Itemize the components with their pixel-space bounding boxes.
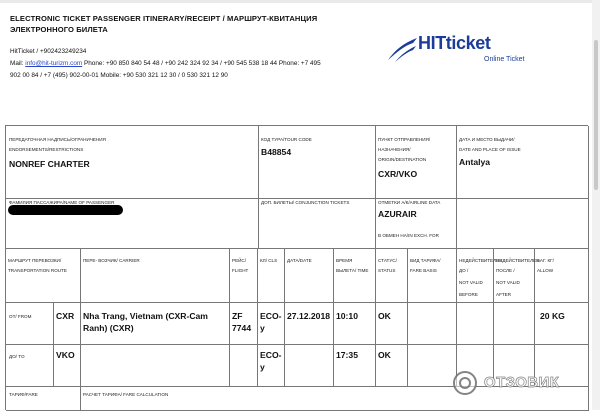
not-valid-before-header [457,249,503,303]
route-label-en: TRANSPORTATION ROUTE [8,268,67,273]
fare-basis-label-ru: ВИД ТАРИФА/ [410,258,441,263]
issue-cell [457,126,589,199]
issue-label-2: DATE AND PLACE OF ISSUE [459,147,521,152]
from-label-cell [6,303,54,345]
to-flight-cell [230,345,258,387]
status-label-en: STATUS [378,268,396,273]
from-nvb-cell [457,303,494,345]
baggage-label-en: ALLOW [537,268,554,273]
nva-label-1: НЕДЕЙСТВИТЕЛЕН [496,258,540,263]
top-border [0,0,600,3]
fare-basis-header [408,249,457,303]
from-nva-cell [494,303,535,345]
tour-code-cell [259,126,376,199]
nvb-label-4: BEFORE [459,292,478,297]
carrier-label: ПЕРЕ- ВОЗЧИК/ CARRIER [83,258,140,263]
company-line: HitTicket / +902423249234 [10,48,87,55]
time-label-en: ВЫЛЕТА/ TIME [336,268,369,273]
from-status: OK [378,311,391,321]
phone-line: Phone: +90 850 840 54 48 / +90 242 324 92 34 / +90 545 538 18 44 Phone: +7 495 [82,60,321,67]
contact-line-2: 902 00 84 / +7 (495) 902-00-01 Mobile: +90 530 321 12 30 / 0 530 321 12 90 [10,72,228,79]
to-time-cell [334,345,376,387]
to-date-cell [285,345,334,387]
tour-code-label: КОД ТУРА/TOUR CODE [261,137,312,142]
to-status: OK [378,350,391,360]
date-label: ДАТА/DATE [287,258,312,263]
flight-label-en: FLIGHT [232,268,249,273]
from-time: 10:10 [336,311,358,321]
passenger-label: ФАМИЛИЯ ПАССАЖИРА/NAME OF PASSENGER [9,200,115,205]
issue-value: Antalya [459,157,491,167]
fare-label: ТАРИФ/FARE [9,392,38,397]
from-date: 27.12.2018 [287,311,331,321]
carrier-header [81,249,230,303]
from-date-cell [285,303,334,345]
from-baggage-cell [535,303,589,345]
from-code-cell [54,303,81,345]
from-carrier-cell [81,303,230,345]
from-fare-cell [408,303,457,345]
contact-block [10,46,370,82]
nva-label-2: ПОСЛЕ / [496,268,515,273]
endorsements-cell [6,126,259,199]
nvb-label-1: НЕДЕЙСТВИТЕЛЕН [459,258,503,263]
baggage-header [535,249,589,303]
from-time-cell [334,303,376,345]
nva-label-3: NOT VALID [496,280,520,285]
issue-label-1: ДАТА И МЕСТО ВЫДАЧИ/ [459,137,515,142]
origin-destination-value: CXR/VKO [378,169,418,179]
from-label: ОТ/ FROM [9,314,32,319]
airline-label: ОТМЕТКИ А/К/AIRLINE DATA [378,200,441,205]
blank-cell [457,199,589,249]
time-header [334,249,376,303]
from-status-cell [376,303,408,345]
from-code: CXR [56,311,75,321]
date-header [285,249,334,303]
endorsements-label-en: ENDORSEMENTS/RESTRICTIONS [9,147,84,152]
nvb-label-3: NOT VALID [459,280,483,285]
document-title: ELECTRONIC TICKET PASSENGER ITINERARY/RECEIPT / МАРШРУТ-КВИТАНЦИЯ ЭЛЕКТРОННОГО БИЛЕТА [10,14,318,34]
to-label-cell [6,345,54,387]
to-class-line-2: y [260,362,265,372]
flight-header [230,249,258,303]
baggage-label-ru: БАГ. КГ/ [537,258,554,263]
from-class-line-2: y [260,323,265,333]
scrollbar-thumb[interactable] [594,40,598,190]
origin-label-1: ПУНКТ ОТПРАВЛЕНИЯ/ [378,137,431,142]
conjunction-cell [259,199,376,249]
origin-destination-cell [376,126,457,199]
logo-name: HITticket [418,33,491,53]
exchange-label: В ОБМЕН НА/IN EXCH. FOR [378,233,439,238]
to-status-cell [376,345,408,387]
airline-value: AZURAIR [378,209,417,219]
from-carrier-line-1: Nha Trang, Vietnam (CXR-Cam [83,311,208,321]
airline-data-cell [376,199,457,249]
class-label: КЛ/ CLS [260,258,278,263]
conjunction-label: ДОП. БИЛЕТЫ/ CONJUNCTION TICKETS [261,200,350,205]
tour-code-value: B48854 [261,147,292,157]
route-header [6,249,81,303]
fare-basis-label-en: FARE BASIS [410,268,437,273]
to-code: VKO [56,350,75,360]
redacted-passenger-name [8,205,123,215]
fare-cell [6,387,81,411]
to-code-cell [54,345,81,387]
flight-label-ru: РЕЙС/ [232,258,247,263]
logo-tagline: Online Ticket [484,56,525,63]
contact-line-1 [10,58,370,70]
status-header [376,249,408,303]
from-baggage: 20 KG [540,311,565,321]
to-carrier-cell [81,345,230,387]
from-class-cell [258,303,285,345]
fare-calculation-label: РАСЧЕТ ТАРИФА/ FARE CALCULATION [83,392,169,397]
to-class-cell [258,345,285,387]
watermark-text: ОТЗОВИК [484,374,560,391]
time-label-ru: ВРЕМЯ [336,258,353,263]
origin-label-3: ORIGIN/DESTINATION [378,157,427,162]
endorsements-label-ru: ПЕРЕДАТОЧНАЯ НАДПИСЬ/ОГРАНИЧЕНИЯ [9,137,106,142]
class-header [258,249,285,303]
origin-label-2: НАЗНАЧЕНИЯ/ [378,147,411,152]
nvb-label-2: ДО / [459,268,469,273]
email-link[interactable]: info@hit-turizm.com [25,60,83,67]
from-flight-line-1: ZF [232,311,243,321]
not-valid-after-header [494,249,540,303]
mail-label: Mail: [10,60,26,67]
to-time: 17:35 [336,350,358,360]
to-label: ДО/ TO [9,354,25,359]
nva-label-4: AFTER [496,292,512,297]
from-flight-line-2: 7744 [232,323,252,333]
from-flight-cell [230,303,258,345]
from-carrier-line-2: Ranh) (CXR) [83,323,134,333]
endorsements-value: NONREF CHARTER [9,159,90,169]
from-class-line-1: ECO- [260,311,282,321]
status-label-ru: СТАТУС/ [378,258,397,263]
route-label-ru: МАРШРУТ ПЕРЕВОЗКИ/ [8,258,62,263]
to-class-line-1: ECO- [260,350,282,360]
